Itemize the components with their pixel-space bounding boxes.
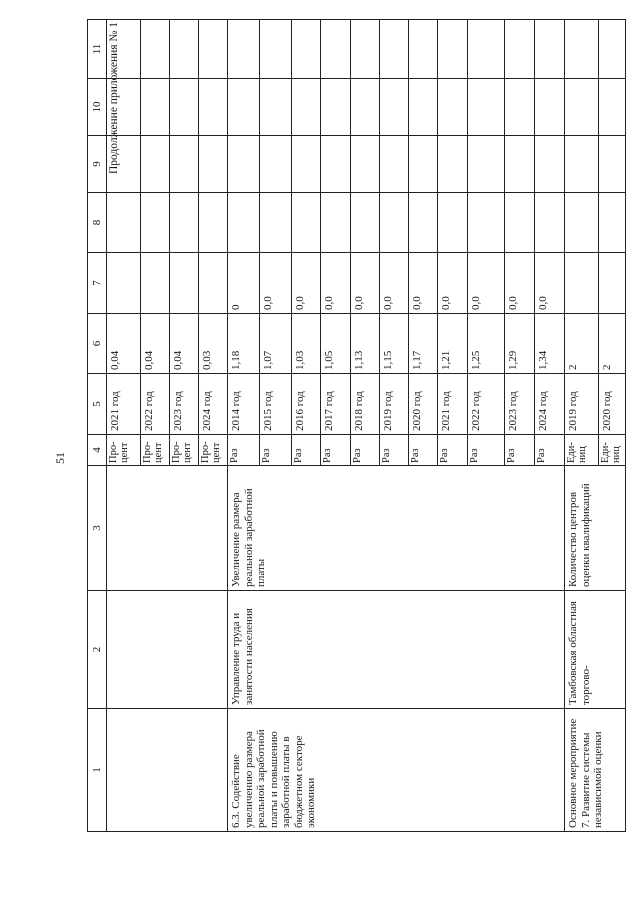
year-cell: 2016 год [292, 374, 321, 435]
year-cell: 2019 год [565, 374, 599, 435]
unit-cell: Про-цент [107, 435, 141, 466]
column-7-cell: 0,0 [260, 253, 292, 314]
empty-cell [351, 20, 380, 79]
empty-cell [170, 136, 199, 193]
empty-cell [409, 193, 438, 253]
column-7-cell: 0,0 [535, 253, 565, 314]
column-7-cell: 0,0 [409, 253, 438, 314]
value-cell: 1,03 [292, 314, 321, 374]
value-cell: 1,25 [468, 314, 505, 374]
empty-cell [409, 20, 438, 79]
column-number: 2 [88, 591, 107, 709]
empty-cell [292, 193, 321, 253]
empty-cell [321, 193, 351, 253]
empty-cell [292, 136, 321, 193]
column-7-cell [107, 253, 141, 314]
table-row [228, 20, 260, 832]
value-cell: 2 [599, 314, 626, 374]
empty-cell [351, 136, 380, 193]
empty-cell [170, 20, 199, 79]
column-7-cell [170, 253, 199, 314]
column-7-cell [599, 253, 626, 314]
empty-cell [199, 79, 228, 136]
year-cell: 2019 год [380, 374, 409, 435]
empty-cell [321, 20, 351, 79]
value-cell: 1,07 [260, 314, 292, 374]
year-cell: 2022 год [141, 374, 170, 435]
empty-cell [380, 79, 409, 136]
table-row [565, 20, 599, 832]
unit-cell: Раз [438, 435, 468, 466]
column-7-cell: 0,0 [292, 253, 321, 314]
column-number: 9 [88, 136, 107, 193]
empty-cell [321, 79, 351, 136]
year-cell: 2021 год [438, 374, 468, 435]
empty-cell [409, 136, 438, 193]
table-row [107, 20, 141, 832]
appendix-continuation-note: Продолжение приложения № 1 [108, 21, 120, 175]
column-number: 1 [88, 709, 107, 832]
empty-cell [260, 193, 292, 253]
year-cell: 2018 год [351, 374, 380, 435]
column-number: 3 [88, 466, 107, 591]
empty-cell [505, 193, 535, 253]
year-cell: 2020 год [409, 374, 438, 435]
value-cell: 2 [565, 314, 599, 374]
value-cell: 1,05 [321, 314, 351, 374]
column-number: 5 [88, 374, 107, 435]
column-number-row [88, 20, 107, 832]
empty-cell [107, 20, 141, 79]
empty-cell [565, 79, 599, 136]
activity-name-cell: 6.3. Содействие увеличению размера реальной заработной платы и повышению заработной платы в бюджетном секторе экономики [228, 709, 565, 832]
column-number: 10 [88, 79, 107, 136]
indicator-name-cell: Увеличение размера реальной заработной платы [228, 466, 565, 591]
empty-cell [599, 136, 626, 193]
unit-cell: Раз [409, 435, 438, 466]
value-cell: 1,17 [409, 314, 438, 374]
unit-cell: Еди-ниц [599, 435, 626, 466]
empty-cell [228, 20, 260, 79]
empty-cell [292, 79, 321, 136]
activity-name-cell [107, 709, 228, 832]
value-cell: 1,21 [438, 314, 468, 374]
year-cell: 2023 год [170, 374, 199, 435]
column-7-cell: 0 [228, 253, 260, 314]
empty-cell [351, 193, 380, 253]
column-7-cell: 0,0 [468, 253, 505, 314]
column-number: 8 [88, 193, 107, 253]
empty-cell [468, 79, 505, 136]
empty-cell [292, 20, 321, 79]
unit-cell: Про-цент [141, 435, 170, 466]
empty-cell [199, 193, 228, 253]
empty-cell [351, 79, 380, 136]
empty-cell [468, 20, 505, 79]
column-number: 4 [88, 435, 107, 466]
empty-cell [107, 136, 141, 193]
column-7-cell: 0,0 [505, 253, 535, 314]
column-number: 6 [88, 314, 107, 374]
column-7-cell: 0,0 [438, 253, 468, 314]
column-7-cell: 0,0 [351, 253, 380, 314]
value-cell: 0,03 [199, 314, 228, 374]
year-cell: 2014 год [228, 374, 260, 435]
unit-cell: Раз [505, 435, 535, 466]
executor-cell: Управление труда и занятости населения [228, 591, 565, 709]
empty-cell [599, 193, 626, 253]
year-cell: 2020 год [599, 374, 626, 435]
empty-cell [141, 136, 170, 193]
empty-cell [505, 79, 535, 136]
empty-cell [199, 20, 228, 79]
value-cell: 1,15 [380, 314, 409, 374]
unit-cell: Раз [228, 435, 260, 466]
year-cell: 2017 год [321, 374, 351, 435]
empty-cell [505, 136, 535, 193]
empty-cell [535, 193, 565, 253]
executor-cell: Тамбовская областная торгово- [565, 591, 626, 709]
unit-cell: Раз [292, 435, 321, 466]
executor-cell [107, 591, 228, 709]
empty-cell [260, 20, 292, 79]
column-7-cell [565, 253, 599, 314]
value-cell: 0,04 [141, 314, 170, 374]
unit-cell: Про-цент [199, 435, 228, 466]
empty-cell [260, 136, 292, 193]
empty-cell [380, 193, 409, 253]
empty-cell [438, 20, 468, 79]
unit-cell: Еди-ниц [565, 435, 599, 466]
column-number: 7 [88, 253, 107, 314]
column-7-cell: 0,0 [321, 253, 351, 314]
unit-cell: Раз [535, 435, 565, 466]
value-cell: 0,04 [107, 314, 141, 374]
empty-cell [228, 193, 260, 253]
indicator-name-cell [107, 466, 228, 591]
empty-cell [565, 193, 599, 253]
unit-cell: Раз [321, 435, 351, 466]
empty-cell [535, 136, 565, 193]
year-cell: 2024 год [199, 374, 228, 435]
value-cell: 1,34 [535, 314, 565, 374]
unit-cell: Раз [380, 435, 409, 466]
empty-cell [228, 79, 260, 136]
empty-cell [535, 79, 565, 136]
empty-cell [409, 79, 438, 136]
empty-cell [141, 193, 170, 253]
empty-cell [599, 20, 626, 79]
rotated-table-container [87, 20, 622, 832]
empty-cell [380, 20, 409, 79]
unit-cell: Раз [351, 435, 380, 466]
empty-cell [228, 136, 260, 193]
empty-cell [321, 136, 351, 193]
column-7-cell: 0,0 [380, 253, 409, 314]
unit-cell: Раз [260, 435, 292, 466]
empty-cell [565, 20, 599, 79]
empty-cell [380, 136, 409, 193]
unit-cell: Про-цент [170, 435, 199, 466]
empty-cell [260, 79, 292, 136]
empty-cell [141, 79, 170, 136]
value-cell: 1,13 [351, 314, 380, 374]
column-number: 11 [88, 20, 107, 79]
empty-cell [535, 20, 565, 79]
activity-name-cell: Основное мероприятие 7. Развитие системы независимой оценки [565, 709, 626, 832]
page-number: 51 [53, 452, 67, 464]
empty-cell [565, 136, 599, 193]
empty-cell [438, 79, 468, 136]
value-cell: 1,29 [505, 314, 535, 374]
year-cell: 2023 год [505, 374, 535, 435]
column-7-cell [199, 253, 228, 314]
year-cell: 2021 год [107, 374, 141, 435]
empty-cell [199, 136, 228, 193]
unit-cell: Раз [468, 435, 505, 466]
indicator-table [87, 19, 626, 832]
empty-cell [468, 193, 505, 253]
indicator-name-cell: Количество центров оценки квалификаций [565, 466, 626, 591]
empty-cell [107, 79, 141, 136]
empty-cell [170, 193, 199, 253]
empty-cell [141, 20, 170, 79]
year-cell: 2015 год [260, 374, 292, 435]
empty-cell [505, 20, 535, 79]
value-cell: 0,04 [170, 314, 199, 374]
year-cell: 2024 год [535, 374, 565, 435]
value-cell: 1,18 [228, 314, 260, 374]
column-7-cell [141, 253, 170, 314]
empty-cell [170, 79, 199, 136]
empty-cell [468, 136, 505, 193]
year-cell: 2022 год [468, 374, 505, 435]
empty-cell [107, 193, 141, 253]
empty-cell [438, 136, 468, 193]
empty-cell [438, 193, 468, 253]
empty-cell [599, 79, 626, 136]
